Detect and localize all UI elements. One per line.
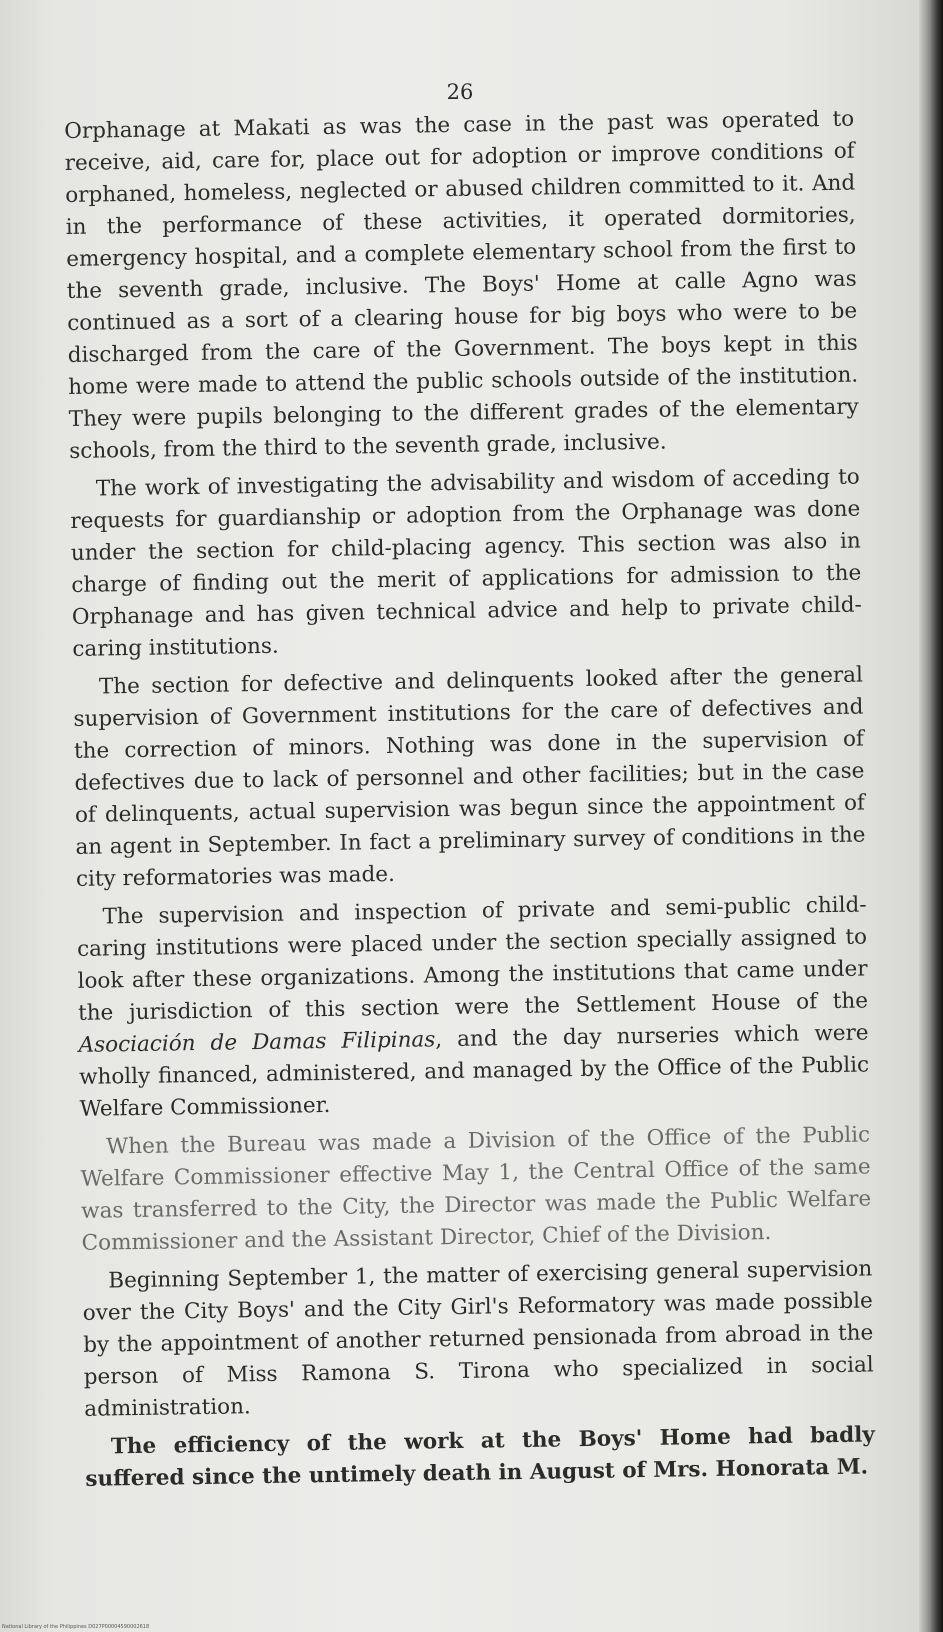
page-number: 26 [446, 80, 474, 104]
organization-name-italic: Asociación de Damas Filipinas [78, 1027, 436, 1058]
body-text [64, 104, 876, 1502]
paragraph-private-institutions-part1: The supervision and inspection of private and semi-public child-caring institutions were placed under the section specially assigned to look after these organizations. Among the institutions that came under the jurisdiction of this section were the Settlement House of the [76, 892, 869, 1026]
paragraph-boys-home: The efficiency of the work at the Boys' Home had badly suffered since the untimely death in August of Mrs. Honorata M. [85, 1422, 876, 1492]
book-binding-shadow [919, 0, 943, 1632]
scan-footer: National Library of the Philippines D027P00004590002618 [2, 1624, 150, 1630]
paragraph-bureau-division: When the Bureau was made a Division of the Office of the Public Welfare Commissioner effective May 1, the Central Office of the same was transferred to the City, the Director was made the Public Welfare Commissioner and the Assistant Director, Chief of the Division. [80, 1122, 872, 1256]
paragraph-private-institutions-part2: , and the day nurseries which were wholly financed, administered, and managed by the Office of the Public Welfare Commissioner. [78, 1020, 870, 1122]
paragraph-defectives-delinquents: The section for defective and delinquents looked after the general supervision of Government institutions for the care of defectives and the correction of minors. Nothing was done in the supervision of defectives due to lack of personnel and other facilities; but in the case of delinquents, actual supervision was begun since the appointment of an agent in September. In fact a preliminary survey of conditions in the city reformatories was made. [73, 662, 866, 892]
paragraph-reformatory-supervision: Beginning September 1, the matter of exercising general supervision over the City Boys' and the City Girl's Reformatory was made possible by the appointment of another returned pensionada from abroad in the person of Miss Ramona S. Tirona who specialized in social administration. [82, 1256, 874, 1422]
paragraph-child-placing: The work of investigating the advisability and wisdom of acceding to requests for guardianship or adoption from the Orphanage was done under the section for child-placing agency. This section was also in charge of finding out the merit of applications for admission to the Orphanage and has given technical advice and help to private child-caring institutions. [70, 464, 862, 662]
paragraph-orphanage: Orphanage at Makati as was the case in the past was operated to receive, aid, care for, place out for adoption or improve conditions of orphaned, homeless, neglected or abused children committed to it. And in the performance of these activities, it operated dormitories, emergency hospital, and a complete elementary school from the first to the seventh grade, inclusive. The Boys' Home at calle Agno was continued as a sort of a clearing house for big boys who were to be discharged from the care of the Government. The boys kept in this home were made to attend the public schools outside of the institution. They were pupils belonging to the different grades of the elementary schools, from the third to the seventh grade, inclusive. [64, 106, 859, 464]
paragraph-private-institutions [76, 889, 869, 1125]
